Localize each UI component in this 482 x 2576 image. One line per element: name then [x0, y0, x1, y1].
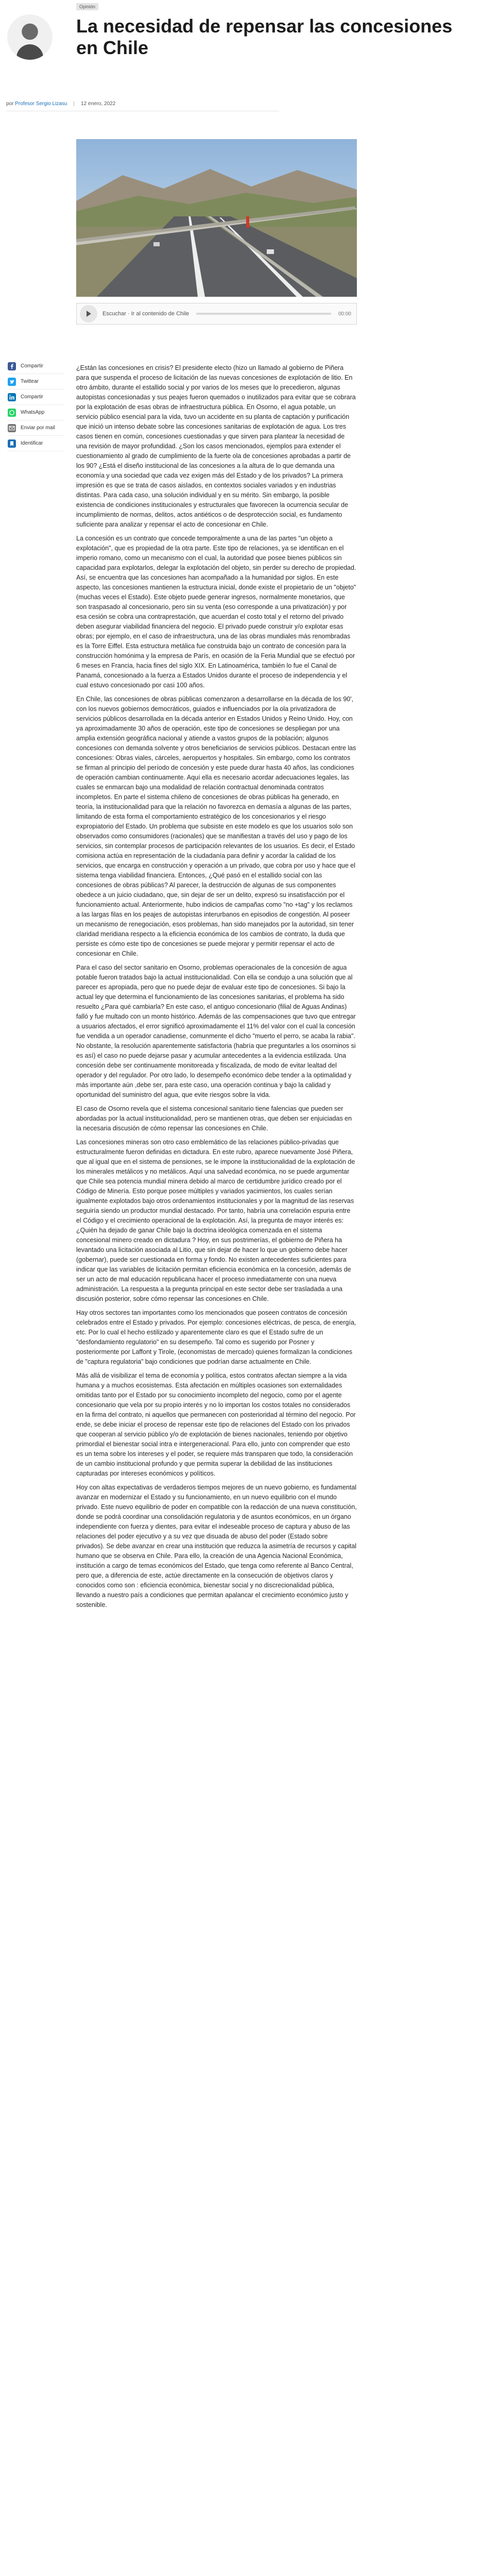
share-linkedin[interactable] [7, 389, 64, 405]
twitter-icon [7, 377, 16, 386]
share-label: Enviar por mail [21, 425, 55, 431]
article-paragraph: Más allá de visibilizar el tema de economía y política, estos contratos afectan siempre a la vida humana y a muchos ecosistemas. Esta afectación en múltiples ocasiones son externalidades omitidas tanto por el Estado por su conocimiento incompleto del negocio, como por el agente concesionario que vela por su propio interés y no lo importan los costos totales no considerados en la firma del contrato, ni aquellos que permanecen con posterioridad al término del negocio. Por ende, se debe iniciar el proceso de repensar este tipo de relaciones del Estado con los privados que cooperan al servicio público y/o de explotación de bienes nacionales, teniendo por objetivo primordial el bienestar social intra e intergeneracional. Para ello, junto con comprender que esto es un tema sobre los intereses y el poder, se requiere más transparen que todo, la consideración de un cambio institucional profundo y que permita superar la debilidad de las instituciones capturadas por intereses económicos y políticos. [76, 1372, 356, 1477]
share-mail[interactable] [7, 420, 64, 436]
publish-date: 12 enero, 2022 [81, 101, 116, 107]
article-paragraph: Para el caso del sector sanitario en Osorno, problemas operacionales de la concesión de agua potable fueron tratados bajo la actual institucionalidad. Con ella se condujo a una solución que al parecer es apropiada, pero que no puede dejar de evaluar este tipo de concesiones. Si bajo la actual ley que determina el funcionamiento de las concesiones sanitarias, el problema ha sido resuelto ¿Para qué cambiarla? En este caso, el antiguo concesionario (filial de Aguas Andinas) falló y fue multado con un monto histórico. Además de las compensaciones que tuvo que entregar a usuarios afectados, el error significó aproximadamente el 11% del valor con el cual la concesión fue vendida a un operador canadiense, comunmente el dicho "muerto el perro, se acaba la rabia". No obstante, la resolución aparentemente satisfactoria (habría que preguntarles a los osorninos si es así) el caso no puede dejarse pasar y acumular antecedentes a la evidencia estilizada. Una concesión debe ser continuamente monitoreada y fiscalizada, de modo de evitar lealtad del operador y del regulador. Por otro lado, lo desempeño económico debe tender a la optimalidad y más importante aún ,debe ser, para este caso, una operación continua y bajo la calidad y oportunidad del suministro del agua, que evite riesgos sobre la vida. [76, 964, 356, 1098]
article-title: La necesidad de repensar las concesiones en Chile [76, 15, 453, 58]
article-paragraph: Hay otros sectores tan importantes como los mencionados que poseen contratos de concesión celebrados entre el Estado y privados. Por ejemplo: concesiones eléctricas, de pesca, de energía, etc. Por lo cual el hecho estilizado y aparentemente claro es que el Estado sufre de un "desfondamiento regulatorio" en su desempeño. Tal como es sugerido por Posner y posteriormente por Laffont y Tirole, (economistas de mercado) quienes formalizan la condiciones de "captura regulatoria" bajo condiciones que podrían darse actualmente en Chile. [76, 1309, 356, 1365]
section-tag[interactable]: Opinión [76, 3, 98, 10]
share-sidebar [7, 359, 64, 451]
share-bookmark[interactable] [7, 436, 64, 451]
article-paragraph: ¿Están las concesiones en crisis? El presidente electo (hizo un llamado al gobierno de Piñera para que suspenda el proceso de licitación de las nuevas concesiones de explotación de litio. En otro ámbito, durante el estallido social y por varios de los meses que lo precedieron, algunas autopistas concesionadas y sus peajes fueron quemados o inutilizados para evitar que se cobrara por la explotación de esas obras de infraestructura pública. En Osorno, el agua potable, un servicio público esencial para la vida, tuvo un accidente en su planta de captación y purificación que inició un intenso debate sobre las concesiones sanitarias de explotación de agua. Los tres casos tienen en común, concesiones cuestionadas y que sirven para plantear la necesidad de una revisión de mayor profundidad. ¿Son los casos mencionados, ejemplos para extender el cuestionamiento al grado de cumplimiento de la fuerte ola de concesiones aprobadas a partir de los 90? ¿Está el diseño institucional de las concesiones a la altura de lo que demanda una economía y una sociedad que cada vez exigen más del Estado y de los privados? La primera impresión es que se trata de casos aislados, en contextos sociales variados y en industrias distintas. Para cada caso, una solución individual y en su mérito. Sin embargo, la posible existencia de condiciones institucionales y estructurales que favorecen la ocurrencia secular de incumplimiento de normas, delitos, actos antiéticos o de desprotección social, es fundamento suficiente para analizar y repensar el acto de concesionar en Chile. [76, 364, 356, 528]
author-link[interactable]: Profesor Sergio Lizasu [15, 101, 67, 107]
share-label: WhatsApp [21, 410, 45, 415]
article-body [76, 363, 357, 1614]
share-label: Identificar [21, 440, 43, 446]
play-icon [85, 310, 92, 317]
mail-icon [7, 423, 16, 433]
byline-prefix: por [6, 101, 14, 107]
article-paragraph: Las concesiones mineras son otro caso emblemático de las relaciones público-privadas que estructuralmente fueron definidas en dictadura. En este rubro, aparece nuevamente José Piñera, que al igual que en el sistema de pensiones, se le impone la institucionalidad de la explotación de los minerales metálicos y no metálicos. Aquí una salvedad económica, no se puede argumentar que Chile sea potencia mundial minera debido al marco de certidumbre jurídico creado por el Código de Minería. Esto porque posee múltiples y variados yacimientos, los cuales serían igualmente explotados bajo otros ordenamientos institucionales y por la magnitud de las reservas seguiría siendo un productor mundial destacado. Por tanto, habría una correlación espuria entre el Código y el crecimiento operacional de la explotación. Así, la pregunta de mayor interés es: ¿Quién ha dejado de ganar Chile bajo la doctrina ideológica comenzada en el sistema concesional minero creado en dictadura ? Hoy, en sus postrimerías, el gobierno de Piñera ha levantado una licitación asociada al Litio, que sin dejar de hacer lo que un gobierno debe hacer (gobernar), puede ser cuestionada en forma y fondo. No existen antecedentes suficientes para indicar que las variables de licitación permitan eficiencia económica en la concesión, además de ser un acto de mal educación republicana hacer el proceso inmediatamente con una nueva administración. La respuesta a la pregunta principal en este sector debe ser trasladada a una discusión posterior, sobre cómo repensar las concesiones en Chile. [76, 1139, 355, 1302]
hero-image [76, 139, 357, 297]
share-facebook[interactable] [7, 359, 64, 374]
audio-progress-track[interactable] [196, 313, 331, 315]
article-paragraph: La concesión es un contrato que concede temporalmente a una de las partes "un objeto a explotación", que es propiedad de la otra parte. Este tipo de relaciones, ya se identifican en el imperio romano, como un mecanismo con el cual, la autoridad que posee bienes públicos sin capacidad para explotarlos, delegar la explotación del objeto, sin perder su derecho de propiedad. Así, se encuentra que las concesiones han acompañado a la humanidad por siglos. En este aspecto, las concesiones mantienen la estructura inicial, donde existe el propietario de un "objeto" (muchas veces el Estado). Este objeto puede generar ingresos, normalmente monetarios, que son traspasado al concesionario, pero sin su venta (eso corresponde a una privatización) y por esa cesión se cobra una contraprestación, que acuerdan el costo total y el retorno del privado deben asegurar viabilidad financiera del negocio. El privado puede construir y/o explotar esas obras; por ejemplo, en el caso de infraestructura, una de las obras mundiales más renombradas es la Torre Eiffel. Esta estructura metálica fue construida bajo un contrato de concesión para la construcción homónima y la empresa de París, en ocasión de la Feria Mundial que se efectuó por 6 meses en Francia, hacia fines del siglo XIX. En Latinoamérica, también lo fue el Canal de Panamá, concesionado a la fuerza a Estados Unidos durante el proceso de independencia y el cual estuvo concesionado por casi 100 años. [76, 535, 356, 689]
audio-time: 00:00 [338, 311, 351, 317]
linkedin-icon [7, 393, 16, 402]
byline [6, 101, 279, 111]
author-avatar [7, 14, 53, 60]
bookmark-icon [7, 439, 16, 448]
byline-separator: | [73, 101, 75, 107]
article-paragraph: Hoy con altas expectativas de verdaderos tiempos mejores de un nuevo gobierno, es fundamental avanzar en modernizar el Estado y su funcionamiento, en un nuevo equilibrio con el mundo privado. Este nuevo equilibrio de poder en compatible con la redacción de una nueva constitución, donde se podrá coordinar una consolidación regulatoria y de asuntos económicos, en un órgano independiente con fuerza y dientes, para evitar el indeseable proceso de captura y abuso de las relaciones del poder ejecutivo y a su vez que disuada de abuso del poder (Estado sobre privados). Se debe avanzar en crear una institución que reduzca la asimetría de recursos y capital humano que se observa en Chile. Para ello, la creación de una Agencia Nacional Económica, institución a cargo de temas económicos del Estado, que tenga como referente al Banco Central, pero que, a diferencia de este, actúe directamente en la consecución de objetivos claros y conocidos como son : eficiencia económica, bienestar social y no discrecionalidad pública, llevando a nuestro país a condiciones que permitan apalancar el crecimiento económico justo y sostenible. [76, 1484, 357, 1608]
audio-player [76, 303, 357, 325]
share-label: Compartir [21, 394, 43, 400]
article-paragraph: El caso de Osorno revela que el sistema concesional sanitario tiene falencias que pueden ser abordadas por la actual institucionalidad, pero se mantienen otras, que deben ser enjuiciadas en la necesaria discusión de cómo repensar las concesiones en Chile. [76, 1105, 352, 1132]
play-button[interactable] [80, 305, 97, 323]
facebook-icon [7, 362, 16, 371]
share-label: Compartir [21, 363, 43, 369]
audio-label: Escuchar · Ir al contenido de Chile [102, 311, 190, 317]
whatsapp-icon [7, 408, 16, 417]
share-label: Twittear [21, 379, 39, 384]
share-whatsapp[interactable] [7, 405, 64, 420]
article-paragraph: En Chile, las concesiones de obras públicas comenzaron a desarrollarse en la década de los 90', con los nuevos gobiernos democráticos, guiados e influenciados por la ola privatizadora de servicios públicos desarrollada en la década anterior en Estados Unidos y Reino Unido. Hoy, con ya aproximadamente 30 años de operación, este tipo de concesiones se despliegan por una amplia extensión geográfica nacional y atiende a vastos grupos de la población; algunos concesiones con demanda solvente y otros beneficiarios de servicios públicos. Destacan entre las concesiones: Obras viales, cárceles, aeropuertos y hospitales. Sin embargo, como los contratos se firman al principio del período de concesión y este puede durar hasta 40 años, las condiciones de operación cambian continuamente. Aquí ella es necesario acordar adecuaciones legales, las cuales se enmarcan bajo una modalidad de relación contractual denominada contratos incompletos. En parte el sistema chileno de concesiones de obras públicas ha generado, en teoría, la institucionalidad para que la relación no favorezca en demasía a algunas de las partes, limitando de esta forma el comportamiento estratégico de los concesionarios y el riesgo expropiatorio del Estado. Un problema que subsiste en este modelo es que los usuarios solo son observados como consumidores (racionales) que se manifiestan a través del uso y pago de los servicios, sin contemplar procesos de participación relevantes de los usuarios. Es decir, el Estado comisiona actúa en representación de la ciudadanía para definir y acordar la calidad de los servicios, que encarga en construcción y operación a un privado, que cobra por uso y hace que el sistema tenga viabilidad financiera. Entonces, ¿Qué pasó en el estallido social con las concesiones de obras públicas? Al parecer, la destrucción de algunas de sus componentes obedece a un juicio ciudadano, que, sin dejar de ser un delito, expresó su insatisfacción por el funcionamiento actual. Anteriormente, hubo indicios de campañas como "no +tag" y los reclamos a las largas filas en los peajes de autopistas interurbanos en episodios de congestión. Al poseer un mecanismo de renegociación, esos problemas, han sido manejados por la autoridad, sin tener claridad meridiana respecto a la eficiencia económica de los cambios de contrato, la duda que persiste es cómo este tipo de concesiones se puede mejorar y permitir repensar el acto de concesionar en Chile. [76, 696, 356, 957]
share-twitter[interactable] [7, 374, 64, 389]
